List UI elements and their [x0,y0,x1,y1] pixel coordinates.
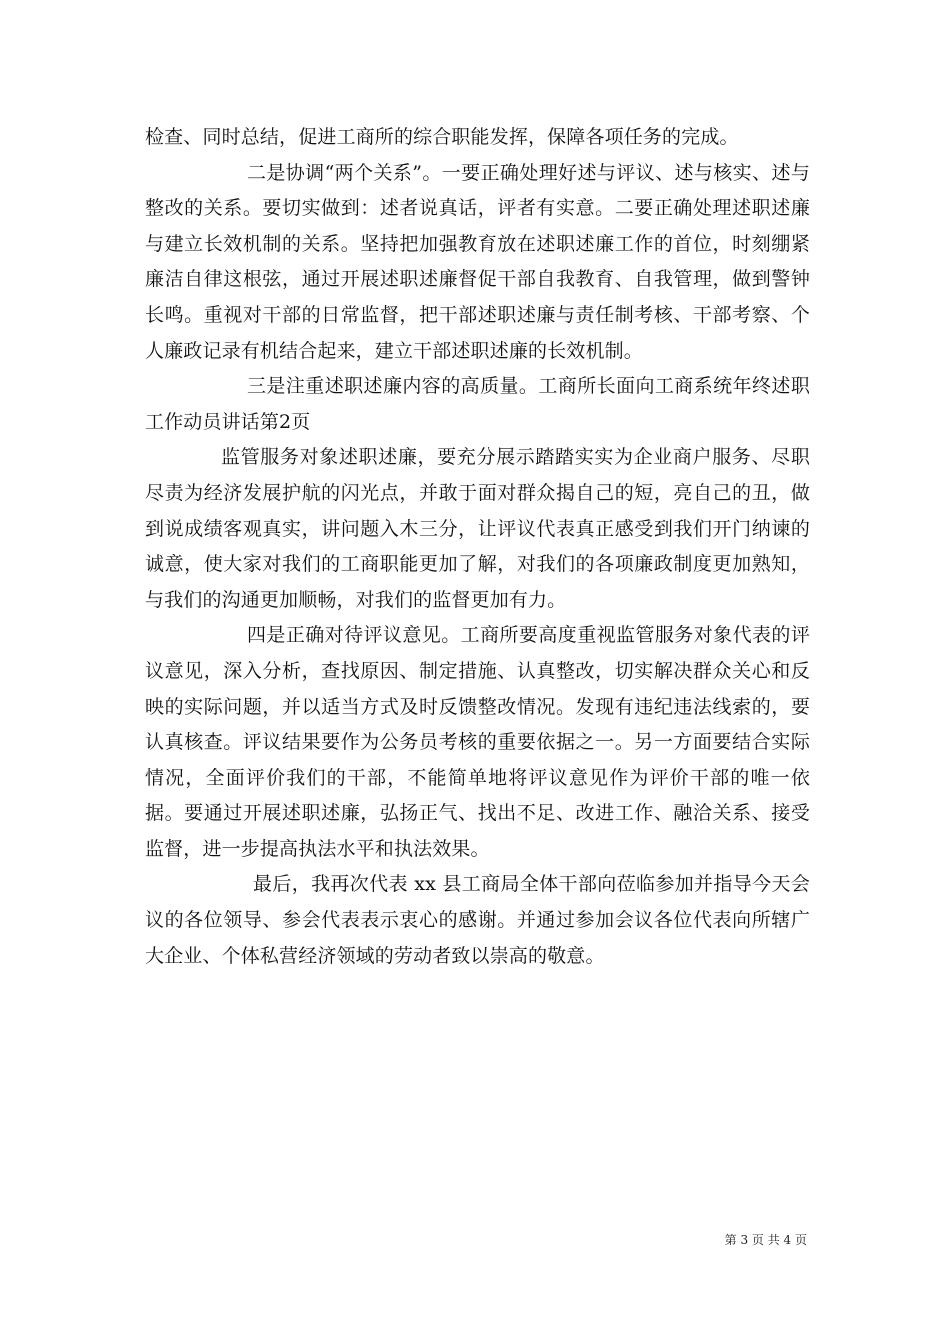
page-number-footer: 第 3 页 共 4 页 [724,1233,807,1247]
document-body [145,120,810,974]
paragraph-continuation: 检查、同时总结，促进工商所的综合职能发挥，保障各项任务的完成。 [145,126,739,148]
paragraph-two-relations: 二是协调“两个关系”。一要正确处理好述与评议、述与核实、述与整改的关系。要切实做到：述者说真话，评者有实意。二要正确处理述职述廉与建立长效机制的关系。坚持把加强教育放在述职述廉工作的首位，时刻绷紧廉洁自律这根弦，通过开展述职述廉督促干部自我教育、自我管理，做到警钟长鸣。重视对干部的日常监督，把干部述职述廉与责任制考核、干部考察、个人廉政记录有机结合起来，建立干部述职述廉的长效机制。 [145,161,810,362]
paragraph-review-opinions: 四是正确对待评议意见。工商所要高度重视监管服务对象代表的评议意见，深入分析，查找原因、制定措施、认真整改，切实解决群众关心和反映的实际问题，并以适当方式及时反馈整改情况。发现有违纪违法线索的，要认真核查。评议结果要作为公务员考核的重要依据之一。另一方面要结合实际情况，全面评价我们的干部，不能简单地将评议意见作为评价干部的唯一依据。要通过开展述职述廉，弘扬正气、找出不足、改进工作、融洽关系、接受监督，进一步提高执法水平和执法效果。 [145,624,810,860]
paragraph-content-quality: 三是注重述职述廉内容的高质量。工商所长面向工商系统年终述职工作动员讲话第2页 [145,375,810,433]
paragraph-closing: 最后，我再次代表 xx 县工商局全体干部向莅临参加并指导今天会议的各位领导、参会代表表示衷心的感谢。并通过参加会议各位代表向所辖广大企业、个体私营经济领域的劳动者致以崇高的敬意。 [145,873,810,967]
paragraph-supervision-service: 监管服务对象述职述廉，要充分展示踏踏实实为企业商户服务、尽职尽责为经济发展护航的闪光点，并敢于面对群众揭自己的短，亮自己的丑，做到说成绩客观真实，讲问题入木三分，让评议代表真正感受到我们开门纳谏的诚意，使大家对我们的工商职能更加了解，对我们的各项廉政制度更加熟知，与我们的沟通更加顺畅，对我们的监督更加有力。 [145,446,810,611]
